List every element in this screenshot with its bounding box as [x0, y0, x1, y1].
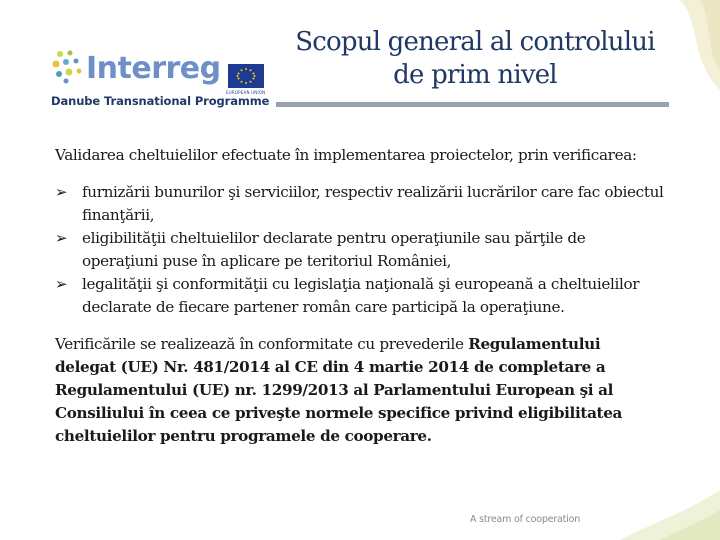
title-divider: [276, 102, 669, 107]
closing-paragraph: [55, 333, 665, 448]
list-item: [55, 273, 665, 319]
corner-wave-decoration-bottom: [600, 480, 720, 540]
arrow-bullet-icon: ➢: [55, 275, 68, 293]
bullet-text: eligibilităţii cheltuielilor declarate pentru operaţiunile sau părţile de operaţiuni puse în aplicare pe teritoriul României,: [82, 229, 586, 270]
interreg-logo: [48, 44, 270, 112]
regulation-reference: Regulamentului delegat (UE) Nr. 481/2014 al CE din 4 martie 2014 de completare a Regulamentului (UE) nr. 1299/2013 al Parlamentului European şi al Consiliului în ceea ce priveşte normele specifice privind eligibilitatea cheltuielilor pentru programele de cooperare.: [55, 335, 623, 445]
arrow-bullet-icon: ➢: [55, 183, 68, 201]
programme-name: Danube Transnational Programme: [51, 94, 270, 108]
footer-tagline: A stream of cooperation: [470, 514, 581, 525]
bullet-list: [55, 181, 665, 319]
slide-body: [55, 144, 665, 448]
bullet-text: legalităţii şi conformităţii cu legislaţia naţională şi europeană a cheltuielilor declarate de fiecare partener român care participă la operaţiune.: [82, 275, 640, 316]
list-item: [55, 181, 665, 227]
bullet-text: furnizării bunurilor şi serviciilor, respectiv realizării lucrărilor care fac obiectul finanţării,: [82, 183, 664, 224]
slide-title-line2: de prim nivel: [393, 60, 557, 90]
interreg-dots-icon: [50, 48, 86, 84]
logo-wordmark: Interreg: [86, 51, 221, 86]
closing-text: Verificările se realizează în conformitate cu prevederile: [55, 335, 469, 353]
slide-title-line1: Scopul general al controlului: [295, 27, 655, 57]
eu-flag-icon: [228, 64, 264, 88]
list-item: [55, 227, 665, 273]
arrow-bullet-icon: ➢: [55, 229, 68, 247]
slide-title: [270, 26, 680, 92]
intro-paragraph: Validarea cheltuielilor efectuate în implementarea proiectelor, prin verificarea:: [55, 146, 637, 164]
eu-caption: EUROPEAN UNION: [226, 90, 266, 95]
